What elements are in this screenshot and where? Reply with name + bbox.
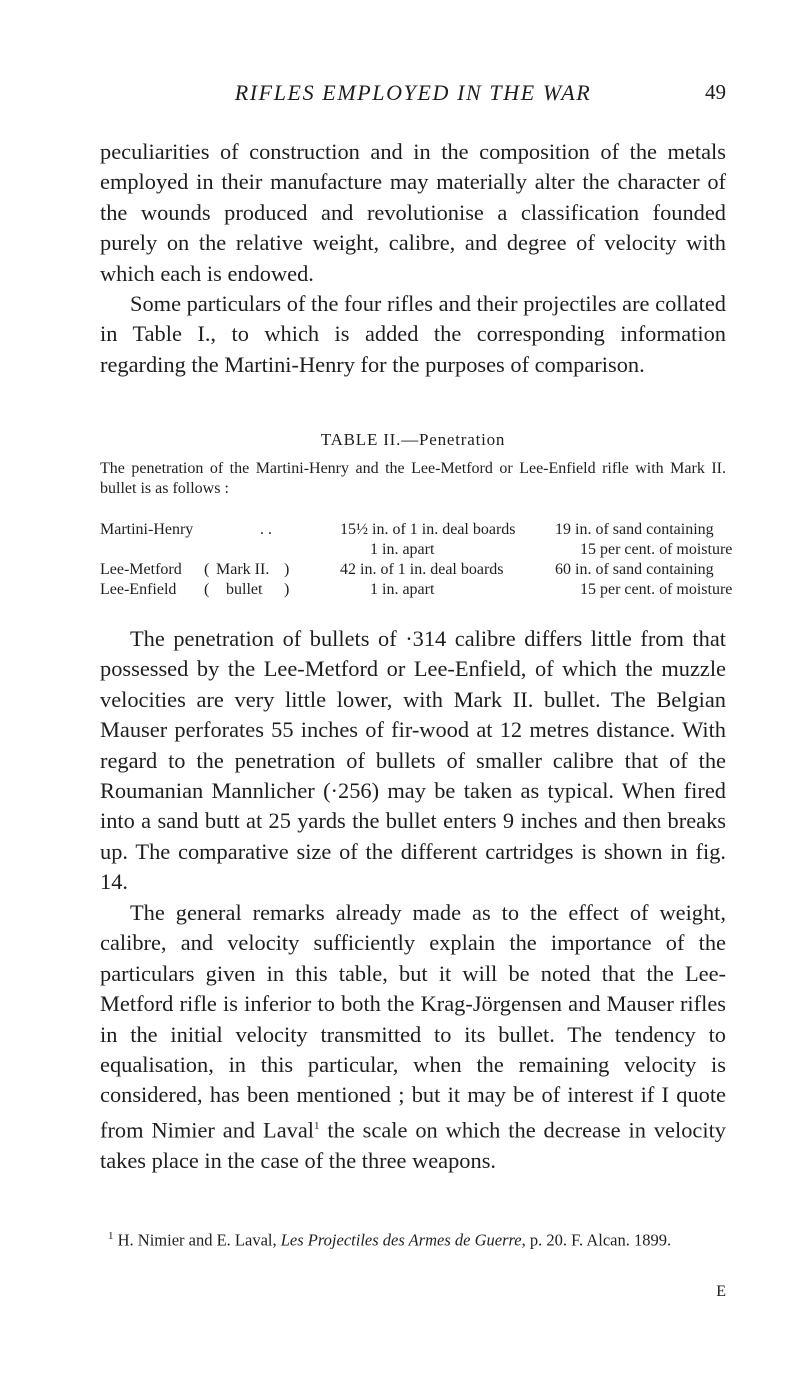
brace-right: ) bbox=[284, 581, 290, 598]
paragraph-2: Some particulars of the four rifles and their projectiles are collated in Table I., to which is added the corresponding information regarding the Martini-Henry for the purposes of comparison. bbox=[100, 291, 726, 377]
rifle-name: Martini-Henry bbox=[100, 521, 194, 538]
table-intro: The penetration of the Martini-Henry and the Lee-Metford or Lee-Enfield rifle with Mark II. bullet is as follows : bbox=[100, 460, 726, 497]
footnote-reference: 1 bbox=[314, 1119, 320, 1132]
bullet-type-note: bullet bbox=[226, 581, 263, 598]
penetration-boards: 15½ in. of 1 in. deal boards bbox=[340, 521, 516, 538]
rifle-name: Lee-Metford bbox=[100, 561, 182, 578]
brace-left: ( bbox=[204, 561, 210, 578]
bullet-type: Mark II. bbox=[216, 561, 270, 578]
paragraph-3: The penetration of bullets of ·314 calibre differs little from that possessed by the Lee-Metford or Lee-Enfield, of which the muzzle velocities are very little lower, with Mark II. bullet. The Belgian Mauser perforates 55 inches of fir-wood at 12 metres distance. With regard to the penetration of bullets of smaller calibre that of the Roumanian Mannlicher (·256) may be taken as typical. When fired into a sand butt at 25 yards the bullet enters 9 inches and then breaks up. The comparative size of the different cartridges is shown in fig. 14. bbox=[100, 626, 726, 895]
penetration-sand: 60 in. of sand containing bbox=[555, 561, 714, 578]
paragraph-4-text: The general remarks already made as to the effect of weight, calibre, and velocity sufficiently explain the importance of the particulars given in this table, but it will be noted that the Lee-Metford rifle is inferior to both the Krag-Jörgensen and Mauser rifles in the initial velocity transmitted to its bullet. The tendency to equalisation, in this particular, when the remaining velocity is considered, has been mentioned ; but it may be of interest if I quote from Nimier and Laval bbox=[100, 900, 726, 1143]
penetration-sand-note: 15 per cent. of moisture bbox=[580, 541, 733, 558]
footnote-marker: 1 bbox=[108, 1230, 114, 1242]
brace-right: ) bbox=[284, 561, 290, 578]
signature-mark: E bbox=[716, 1283, 726, 1300]
page-number: 49 bbox=[705, 80, 726, 104]
penetration-boards-note: 1 in. apart bbox=[370, 581, 435, 598]
table-title: TABLE II.—Penetration bbox=[320, 430, 506, 449]
footnote-work-title: Les Projectiles des Armes de Guerre bbox=[280, 1230, 522, 1250]
footnote-authors: H. Nimier and E. Laval, bbox=[113, 1230, 281, 1250]
penetration-sand: 19 in. of sand containing bbox=[555, 521, 714, 538]
paragraph-1: peculiarities of construction and in the composition of the metals employed in their manufacture may materially alter the character of the wounds produced and revolutionise a classification founded purely on the relative weight, calibre, and degree of velocity with which each is endowed. bbox=[100, 139, 726, 286]
footnote-publication: , p. 20. F. Alcan. 1899. bbox=[521, 1230, 672, 1250]
running-head bbox=[100, 76, 726, 116]
paragraph-4-text-end: the scale on which the decrease in velocity takes place in the case of the three weapons. bbox=[100, 1117, 726, 1173]
penetration-boards-note: 1 in. apart bbox=[370, 541, 435, 558]
running-title: RIFLES EMPLOYED IN THE WAR bbox=[234, 80, 592, 105]
footnote bbox=[100, 1226, 726, 1251]
leader-dots: . . bbox=[260, 521, 272, 538]
penetration-sand-note: 15 per cent. of moisture bbox=[580, 581, 733, 598]
brace-left: ( bbox=[204, 581, 210, 598]
penetration-boards: 42 in. of 1 in. deal boards bbox=[340, 561, 504, 578]
paragraph-4 bbox=[100, 898, 726, 1176]
rifle-name-alt: Lee-Enfield bbox=[100, 581, 177, 598]
